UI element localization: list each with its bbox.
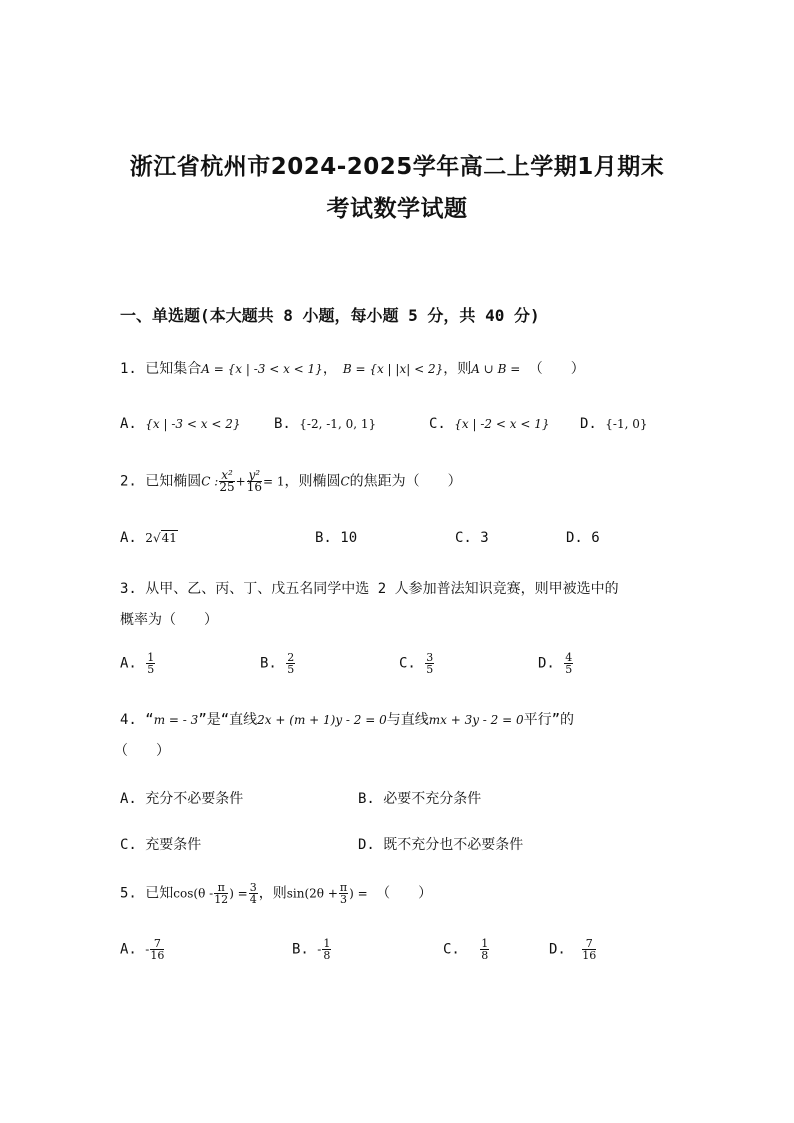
question-text: 与直线 [386,712,429,728]
option-label: A. [120,791,137,807]
fraction: $\frac{3}{4}$ [249,881,257,906]
option-label: B. [260,655,277,672]
fraction: $\frac{\text{x²}}{25}$ [219,468,235,494]
option-label: D. [538,655,555,672]
equals-one: = 1 [262,474,285,489]
option-label: A. [120,655,137,672]
fraction: $\frac{1}{8}$ [481,937,489,962]
sqrt-expression: 2√41 [145,531,177,545]
q4-option-d[interactable] [358,834,523,854]
question-3-continued: 概率为（ ） [120,612,218,628]
question-number: 1. [120,361,137,377]
q2-option-b[interactable] [315,530,357,546]
q4-option-b[interactable] [358,788,481,808]
option-value: 3 [480,530,489,546]
option-label: B. [315,530,332,546]
set-a-formula: A = {x | -3 < x < 1} [201,362,323,376]
option-formula: {x | -2 < x < 1} [454,417,550,431]
question-number: 4. [120,712,137,728]
q1-option-b[interactable] [274,416,376,432]
q1-option-d[interactable] [580,416,648,432]
quote-open: “ [145,712,154,728]
question-number: 2. [120,473,137,490]
fraction: $\frac{1}{8}$ [323,937,331,962]
fraction: $\frac{\pi}{3}$ [339,881,348,906]
q5-option-d[interactable] [549,938,597,961]
question-3 [120,578,619,598]
section-heading: 一、单选题(本大题共 8 小题，每小题 5 分，共 40 分) [120,306,540,325]
option-label: C. [399,655,416,672]
option-text: 充要条件 [145,837,202,853]
q4-option-a[interactable] [120,788,243,808]
minus-sign: - [317,942,322,957]
option-text: 必要不充分条件 [383,791,482,807]
ellipse-name: C : [201,474,219,489]
answer-paren: （ ） [114,743,170,759]
q5-option-c[interactable] [443,938,490,961]
fraction: $\frac{2}{5}$ [287,651,295,676]
option-label: C. [120,837,137,853]
question-5 [120,882,432,905]
answer-paren: （ ） [376,885,433,902]
q1-option-a[interactable] [120,416,240,432]
fraction: $\frac{3}{5}$ [426,651,434,676]
option-text: 充分不必要条件 [145,791,244,807]
option-label: A. [120,416,137,432]
cos-close: ) = [229,886,248,901]
question-text: ，则椭圆 [284,473,341,490]
question-text: 的焦距为（ ） [349,473,462,490]
fraction: $\frac{\text{y²}}{16}$ [246,468,262,494]
q3-option-b[interactable] [260,652,296,675]
question-text: 平行”的 [523,712,575,728]
option-label: A. [120,530,137,546]
option-label: B. [292,941,309,958]
q3-option-c[interactable] [399,652,435,675]
fraction: $\frac{\pi}{12}$ [214,881,229,906]
option-value: 10 [340,530,358,546]
option-label: A. [120,941,137,958]
fraction: $\frac{7}{16}$ [150,937,165,962]
option-value: 6 [591,530,600,546]
q2-option-a[interactable] [120,530,178,546]
plus-sign: + [235,474,246,489]
q5-option-b[interactable] [292,938,332,961]
question-text: ，则 [258,885,287,902]
question-text: 已知椭圆 [145,473,202,490]
question-text: 已知 [145,885,174,902]
fraction: $\frac{4}{5}$ [565,651,573,676]
line-1-formula: 2x + (m + 1)y - 2 = 0 [257,713,387,727]
q4-option-c[interactable] [120,834,201,854]
set-b-formula: B = {x | |x| < 2} [342,362,444,376]
question-text: ，则 [443,361,472,377]
question-1 [120,358,585,378]
question-4 [120,709,574,729]
option-label: C. [443,941,460,958]
separator: ， [322,361,337,377]
option-label: D. [358,837,375,853]
option-formula: {-1, 0} [605,417,648,431]
question-text: 从甲、乙、丙、丁、戊五名同学中选 2 人参加普法知识竞赛，则甲被选中的 [145,581,619,597]
page-title: 浙江省杭州市2024-2025学年高二上学期1月期末 [129,154,665,180]
q2-option-d[interactable] [566,530,600,546]
option-label: B. [274,416,291,432]
sin-close: ) = [349,886,368,901]
question-number: 5. [120,885,137,902]
question-text: ”是“直线 [198,712,258,728]
option-label: D. [549,941,566,958]
line-2-formula: mx + 3y - 2 = 0 [428,713,524,727]
option-formula: {x | -3 < x < 2} [145,417,241,431]
q5-option-a[interactable] [120,938,165,961]
fraction: $\frac{1}{5}$ [147,651,155,676]
sin-expression: sin(2θ + [286,886,338,901]
option-text: 既不充分也不必要条件 [383,837,524,853]
option-label: C. [429,416,446,432]
ellipse-var: C [340,474,350,489]
answer-paren: （ ） [528,361,585,377]
q3-option-a[interactable] [120,652,156,675]
q2-option-c[interactable] [455,530,489,546]
fraction: $\frac{7}{16}$ [582,937,597,962]
q3-option-d[interactable] [538,652,574,675]
question-number: 3. [120,581,137,597]
option-formula: {-2, -1, 0, 1} [299,417,377,431]
q1-option-c[interactable] [429,416,549,432]
option-label: D. [580,416,597,432]
union-expression: A ∪ B = [471,362,521,376]
minus-sign: - [145,942,150,957]
question-text: 已知集合 [145,361,202,377]
question-2 [120,470,462,493]
page-subtitle: 考试数学试题 [326,196,468,222]
option-label: D. [566,530,583,546]
cos-expression: cos(θ - [173,886,214,901]
option-label: C. [455,530,472,546]
option-label: B. [358,791,375,807]
condition-formula: m = - 3 [153,713,199,727]
